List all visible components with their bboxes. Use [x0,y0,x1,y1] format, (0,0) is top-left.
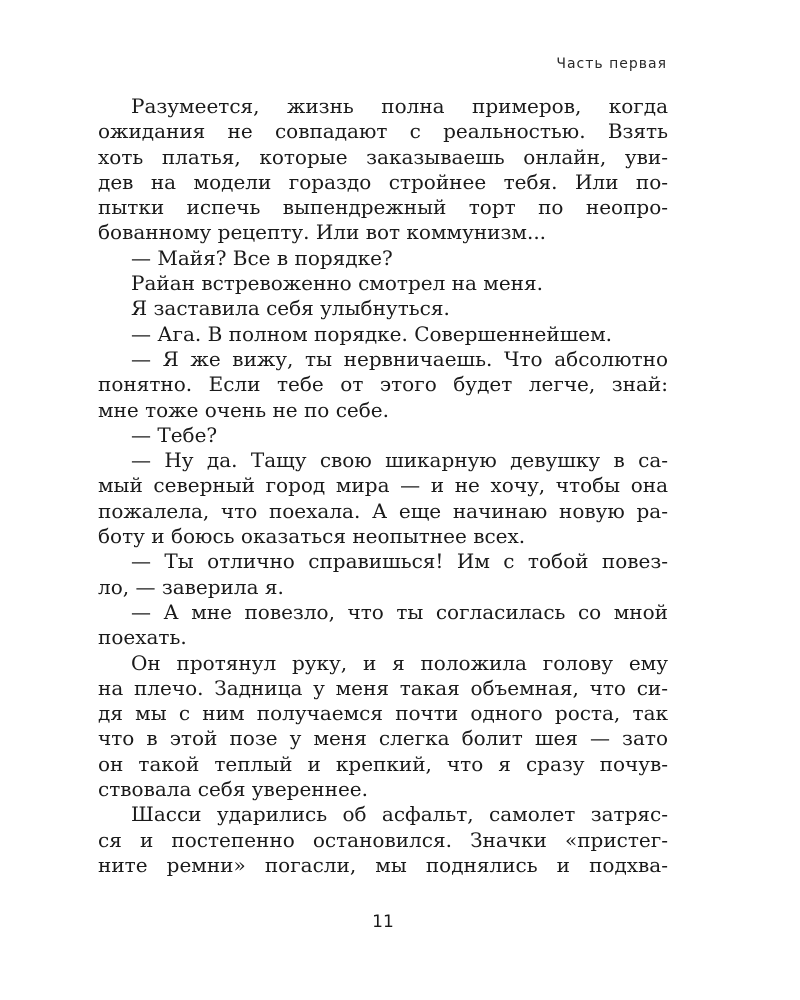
text-line: Разумеется, жизнь полна примеров, когда [131,94,668,118]
paragraph [98,296,668,321]
paragraph [98,347,668,423]
text-line: пожалела, что поехала. А еще начинаю новую ра- [98,498,668,523]
text-line: что в этой позе у меня слегка болит шея — зато [98,726,668,751]
text-line: хоть платья, которые заказываешь онлайн, уви- [98,144,668,169]
text-line: — Ты отлично справишься! Им с тобой повез- [131,549,668,574]
text-line: Я заставила себя улыбнуться. [131,296,450,321]
text-line: — Майя? Все в порядке? [131,245,393,270]
text-line: мый северный город мира — и не хочу, чтобы она [98,473,668,498]
text-line: — Ну да. Тащу свою шикарную девушку в са- [131,448,668,473]
text-line: дев на модели гораздо стройнее тебя. Или по- [98,169,668,194]
paragraph [98,271,668,296]
running-header: Часть первая [556,56,667,72]
paragraph [98,94,668,246]
text-line: на плечо. Задница у меня такая объемная, что си- [98,675,668,700]
paragraph [98,423,668,448]
text-line: Он протянул руку, и я положила голову ему [131,650,668,675]
text-line: ните ремни» погасли, мы поднялись и подхва- [98,852,668,877]
text-line: пытки испечь выпендрежный торт по неопро- [98,195,668,220]
text-line: ожидания не совпадают с реальностью. Взять [98,119,668,144]
paragraph [98,549,668,600]
text-line: ся и постепенно остановился. Значки «пристег- [98,827,668,852]
text-line: — Я же вижу, ты нервничаешь. Что абсолютно [131,346,668,371]
paragraph [98,322,668,347]
text-line: дя мы с ним получаемся почти одного роста, так [98,701,668,726]
paragraph [98,448,668,549]
text-line: поехать. [98,625,187,650]
page-number: 11 [372,912,394,932]
paragraph [98,600,668,651]
text-line: бованному рецепту. Или вот коммунизм... [98,220,547,245]
text-line: понятно. Если тебе от этого будет легче, знай: [98,372,668,397]
text-line: — Ага. В полном порядке. Совершеннейшем. [131,321,613,346]
text-line: ло, — заверила я. [98,574,284,599]
body-text [98,94,668,878]
paragraph [98,802,668,878]
text-line: — Тебе? [131,422,218,447]
text-line: боту и боюсь оказаться неопытнее всех. [98,524,526,549]
text-line: Шасси ударились об асфальт, самолет затряс- [131,802,668,827]
paragraph [98,246,668,271]
text-line: Райан встревоженно смотрел на меня. [131,271,543,296]
text-line: мне тоже очень не по себе. [98,397,389,422]
text-line: ствовала себя увереннее. [98,777,368,802]
text-line: — А мне повезло, что ты согласилась со мной [131,599,668,624]
paragraph [98,651,668,803]
text-line: он такой теплый и крепкий, что я сразу почув- [98,751,668,776]
